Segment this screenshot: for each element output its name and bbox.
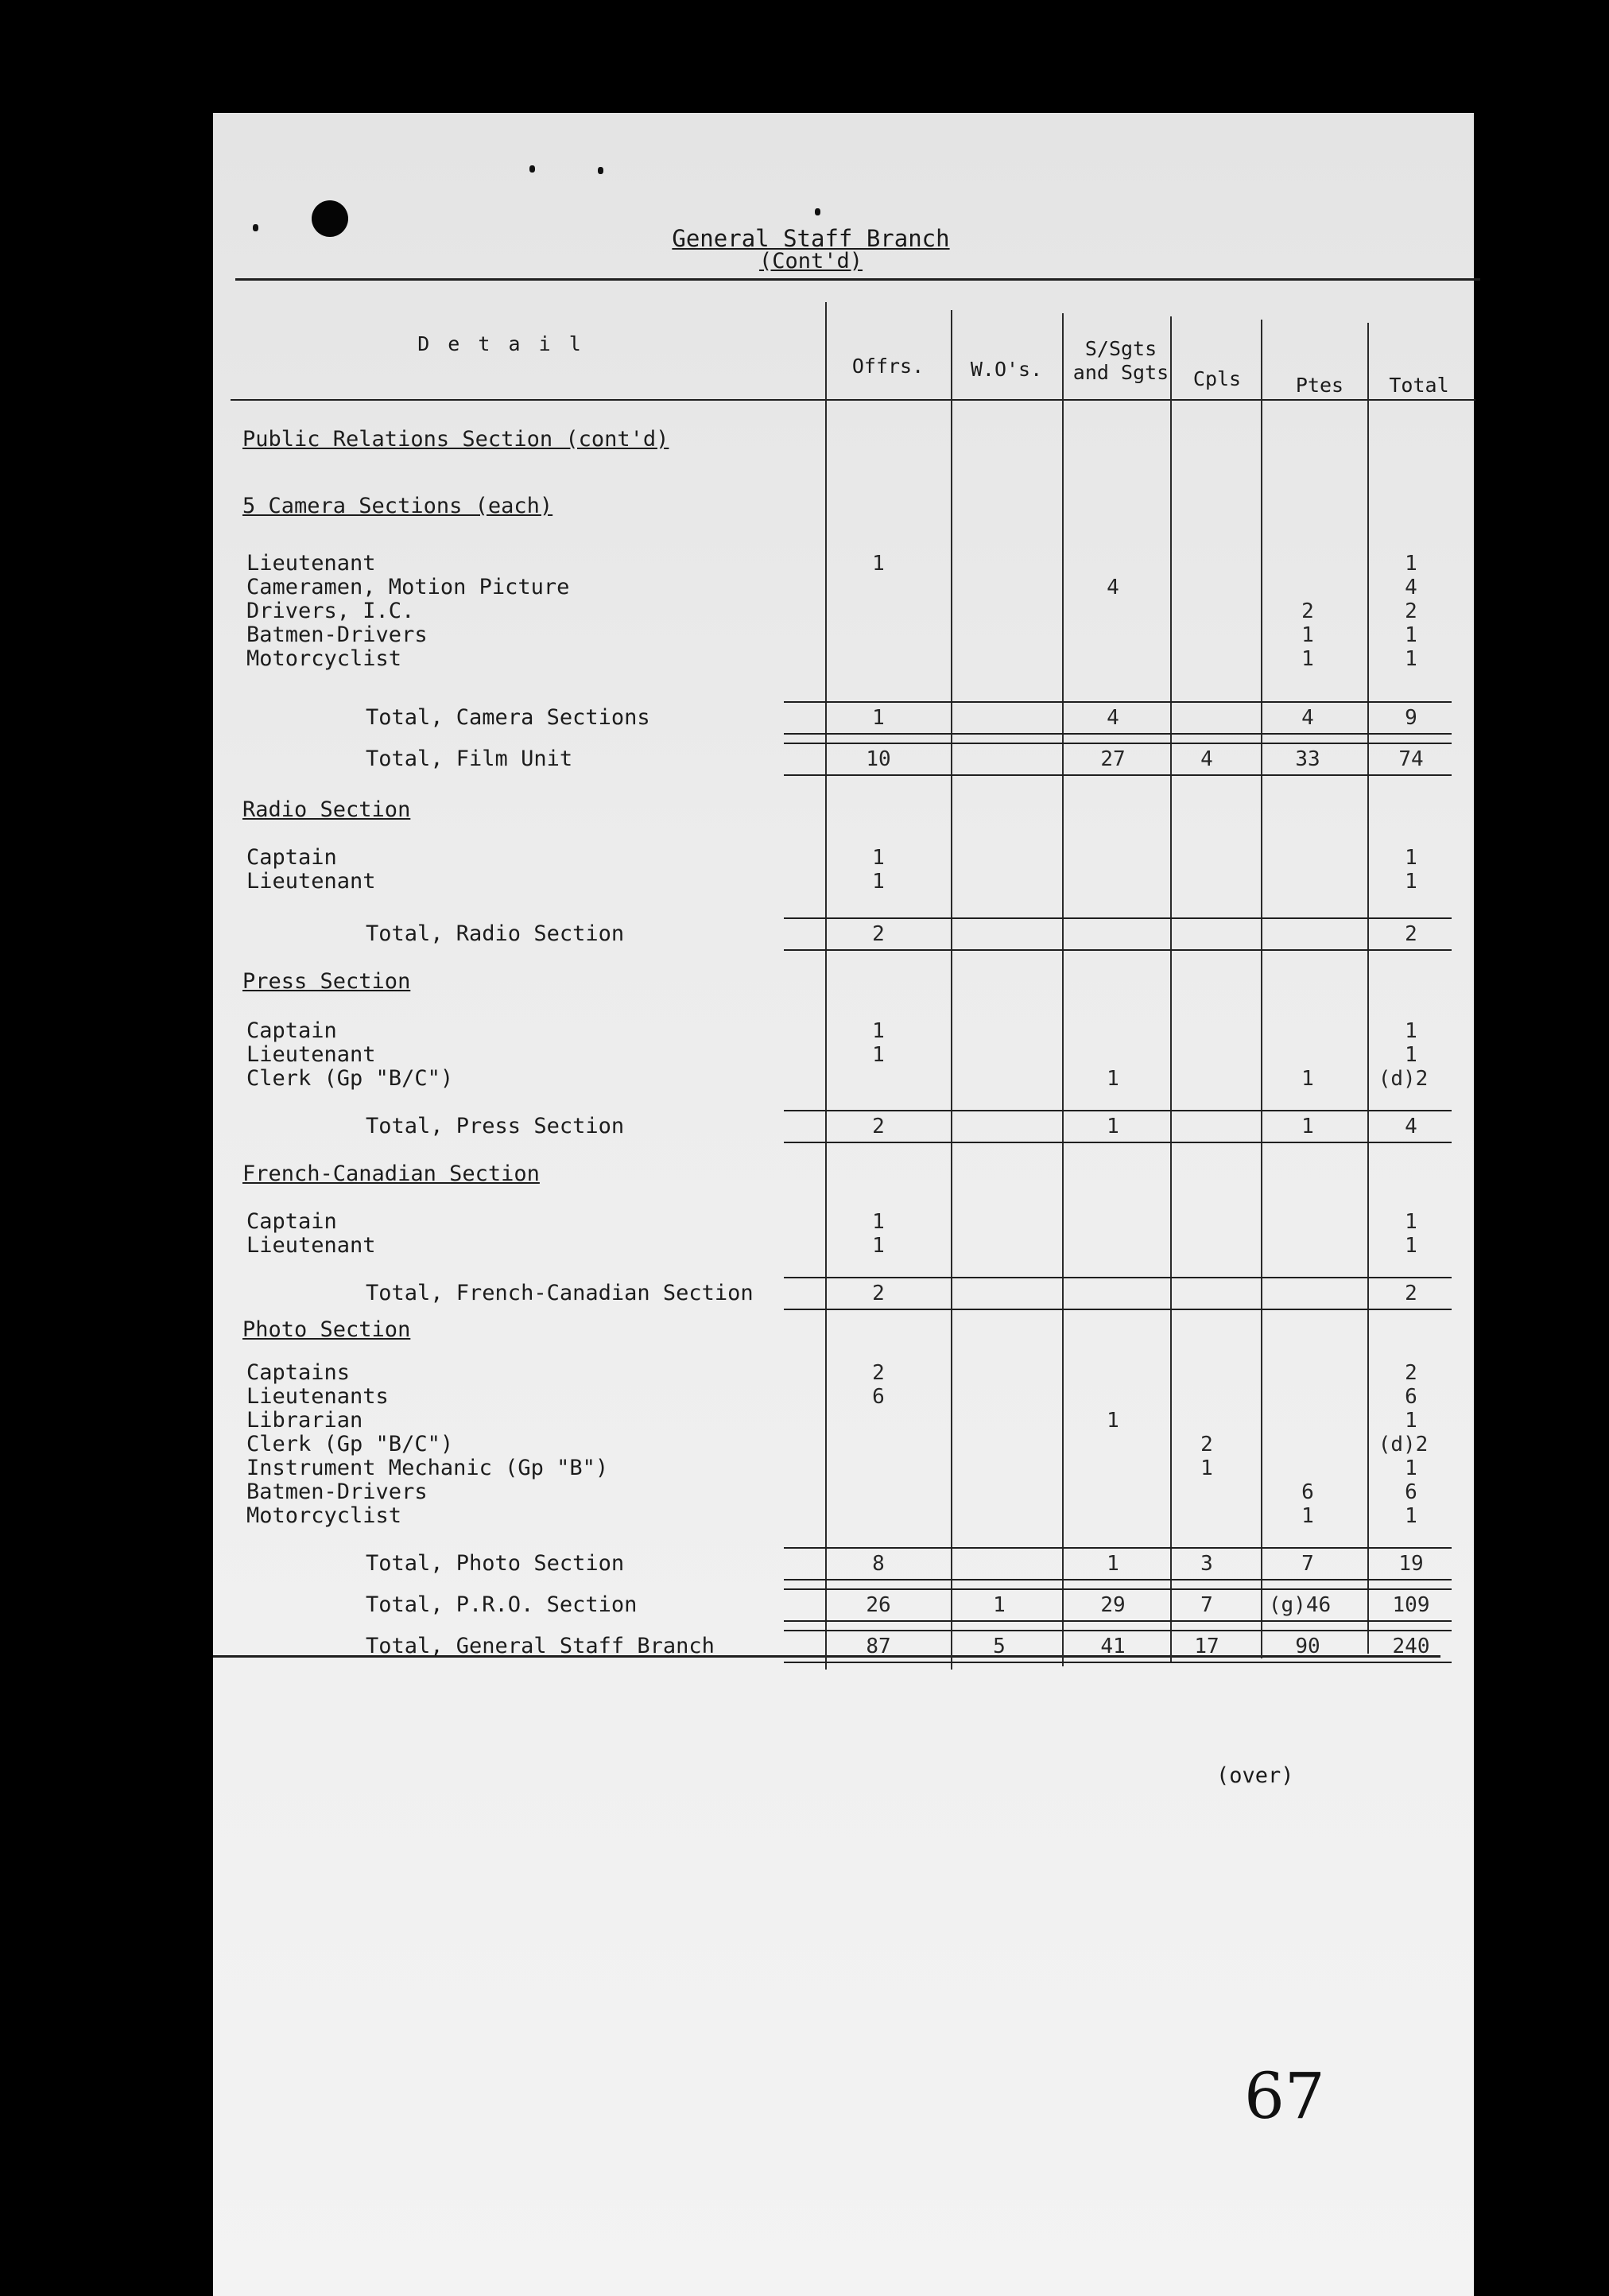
cell-ptes: 1 <box>1301 1504 1314 1528</box>
cell-total: 1 <box>1405 552 1417 576</box>
subtotal-rule <box>784 733 1452 735</box>
cell-offrs: 6 <box>872 1385 885 1409</box>
col-detail-header: D e t a i l <box>417 332 584 355</box>
cell-cpls: 3 <box>1200 1552 1213 1576</box>
column-rule <box>951 310 952 1670</box>
row-label: Captains <box>246 1360 351 1385</box>
col-sgts-header: S/Sgts and Sgts <box>1072 337 1169 384</box>
cell-ptes: 90 <box>1295 1635 1320 1658</box>
cell-offrs: 1 <box>872 846 885 870</box>
cell-offrs: 2 <box>872 1282 885 1305</box>
cell-cpls: 2 <box>1200 1433 1213 1456</box>
cell-ptes: 7 <box>1301 1552 1314 1576</box>
footer-note: (over) <box>1216 1763 1294 1788</box>
cell-ptes: 1 <box>1301 1115 1314 1138</box>
row-label: Librarian <box>246 1408 363 1433</box>
cell-total: (d)2 <box>1378 1433 1429 1456</box>
cell-ptes: 1 <box>1301 1067 1314 1091</box>
cell-total: 1 <box>1405 623 1417 647</box>
row-label: Total, Film Unit <box>366 747 573 771</box>
cell-total: 2 <box>1405 1282 1417 1305</box>
subtotal-rule <box>784 1547 1452 1549</box>
cell-ptes: 4 <box>1301 706 1314 730</box>
cell-total: 2 <box>1405 1361 1417 1385</box>
subtotal-rule <box>784 1620 1452 1622</box>
cell-total: 2 <box>1405 922 1417 946</box>
cell-total: 109 <box>1392 1593 1430 1617</box>
row-label: Total, Press Section <box>366 1114 625 1138</box>
cell-total: 1 <box>1405 1210 1417 1234</box>
row-label: Drivers, I.C. <box>246 599 415 623</box>
cell-total: 6 <box>1405 1480 1417 1504</box>
row-label: Public Relations Section (cont'd) <box>242 427 669 452</box>
cell-offrs: 2 <box>872 1115 885 1138</box>
cell-ptes: 6 <box>1301 1480 1314 1504</box>
row-label: Lieutenant <box>246 551 376 576</box>
page-number: 67 <box>1244 2059 1325 2133</box>
cell-offrs: 10 <box>866 747 891 771</box>
cell-total: 1 <box>1405 846 1417 870</box>
cell-total: 74 <box>1398 747 1424 771</box>
cell-sgts: 29 <box>1100 1593 1126 1617</box>
cell-offrs: 26 <box>866 1593 891 1617</box>
cell-total: 1 <box>1405 1019 1417 1043</box>
cell-sgts: 4 <box>1107 706 1119 730</box>
subtotal-rule <box>784 949 1452 951</box>
row-label: Lieutenants <box>246 1384 389 1409</box>
row-label: Instrument Mechanic (Gp "B") <box>246 1456 609 1480</box>
speck <box>598 167 603 174</box>
cell-ptes: 1 <box>1301 647 1314 671</box>
cell-offrs: 87 <box>866 1635 891 1658</box>
cell-offrs: 1 <box>872 870 885 894</box>
cell-sgts: 41 <box>1100 1635 1126 1658</box>
subtotal-rule <box>784 701 1452 703</box>
cell-sgts: 1 <box>1107 1115 1119 1138</box>
row-label: Batmen-Drivers <box>246 622 428 647</box>
cell-total: 1 <box>1405 1043 1417 1067</box>
row-label: Lieutenant <box>246 1042 376 1067</box>
row-label: Captain <box>246 1209 337 1234</box>
row-label: Clerk (Gp "B/C") <box>246 1066 454 1091</box>
column-rule <box>1170 316 1172 1662</box>
row-label: Captain <box>246 1018 337 1043</box>
col-total-header: Total <box>1389 374 1449 397</box>
row-label: 5 Camera Sections (each) <box>242 494 553 518</box>
cell-offrs: 1 <box>872 1043 885 1067</box>
row-label: Lieutenant <box>246 1233 376 1258</box>
cell-cpls: 17 <box>1194 1635 1219 1658</box>
subtotal-rule <box>784 917 1452 919</box>
row-label: French-Canadian Section <box>242 1162 540 1186</box>
cell-total: 1 <box>1405 1456 1417 1480</box>
row-label: Total, Radio Section <box>366 921 625 946</box>
speck <box>815 208 820 215</box>
cell-offrs: 2 <box>872 922 885 946</box>
title-block <box>636 225 986 273</box>
subtotal-rule <box>784 1309 1452 1310</box>
subtotal-rule <box>784 1110 1452 1111</box>
cell-total: (d)2 <box>1378 1067 1429 1091</box>
row-label: Cameramen, Motion Picture <box>246 575 570 599</box>
row-label: Clerk (Gp "B/C") <box>246 1432 454 1456</box>
row-label: Radio Section <box>242 797 411 822</box>
cell-total: 2 <box>1405 599 1417 623</box>
cell-cpls: 4 <box>1200 747 1213 771</box>
row-label: Press Section <box>242 969 411 994</box>
speck <box>253 224 258 231</box>
cell-total: 240 <box>1392 1635 1430 1658</box>
row-label: Total, P.R.O. Section <box>366 1592 638 1617</box>
subtotal-rule <box>784 1579 1452 1580</box>
col-cpls-header: Cpls <box>1192 367 1242 390</box>
row-label: Total, Photo Section <box>366 1551 625 1576</box>
cell-total: 9 <box>1405 706 1417 730</box>
row-label: Total, French-Canadian Section <box>366 1281 754 1305</box>
col-wos-header: W.O's. <box>970 358 1043 381</box>
column-rule <box>825 302 827 1670</box>
col-ptes-header: Ptes <box>1295 374 1344 397</box>
cell-ptes: 33 <box>1295 747 1320 771</box>
cell-total: 4 <box>1405 576 1417 599</box>
cell-offrs: 1 <box>872 1210 885 1234</box>
row-label: Total, Camera Sections <box>366 705 650 730</box>
cell-ptes: 2 <box>1301 599 1314 623</box>
cell-total: 1 <box>1405 1234 1417 1258</box>
table-top-rule <box>235 278 1480 281</box>
subtotal-rule <box>784 1277 1452 1278</box>
cell-sgts: 27 <box>1100 747 1126 771</box>
subtotal-rule <box>784 1662 1452 1663</box>
cell-ptes: 1 <box>1301 623 1314 647</box>
cell-offrs: 2 <box>872 1361 885 1385</box>
cell-sgts: 1 <box>1107 1552 1119 1576</box>
cell-sgts: 4 <box>1107 576 1119 599</box>
cell-wos: 1 <box>993 1593 1006 1617</box>
row-label: Photo Section <box>242 1317 411 1342</box>
cell-offrs: 1 <box>872 706 885 730</box>
cell-sgts: 1 <box>1107 1409 1119 1433</box>
page-subtitle: (Cont'd) <box>758 249 863 273</box>
subtotal-rule <box>784 743 1452 744</box>
punch-hole <box>312 200 348 237</box>
row-label: Captain <box>246 845 337 870</box>
cell-total: 6 <box>1405 1385 1417 1409</box>
subtotal-rule <box>784 1142 1452 1143</box>
cell-total: 4 <box>1405 1115 1417 1138</box>
cell-sgts: 1 <box>1107 1067 1119 1091</box>
cell-total: 1 <box>1405 870 1417 894</box>
cell-total: 1 <box>1405 1504 1417 1528</box>
cell-wos: 5 <box>993 1635 1006 1658</box>
row-label: Lieutenant <box>246 869 376 894</box>
cell-ptes: (g)46 <box>1268 1593 1332 1617</box>
cell-total: 1 <box>1405 1409 1417 1433</box>
cell-offrs: 1 <box>872 1019 885 1043</box>
cell-total: 19 <box>1398 1552 1424 1576</box>
cell-offrs: 8 <box>872 1552 885 1576</box>
subtotal-rule <box>784 774 1452 776</box>
cell-offrs: 1 <box>872 1234 885 1258</box>
column-rule <box>1261 320 1262 1658</box>
row-label: Motorcyclist <box>246 646 402 671</box>
header-bottom-rule <box>231 399 1475 401</box>
column-rule <box>1062 313 1064 1666</box>
cell-cpls: 7 <box>1200 1593 1213 1617</box>
cell-offrs: 1 <box>872 552 885 576</box>
cell-total: 1 <box>1405 647 1417 671</box>
subtotal-rule <box>784 1588 1452 1590</box>
cell-cpls: 1 <box>1200 1456 1213 1480</box>
subtotal-rule <box>784 1630 1452 1631</box>
row-label: Motorcyclist <box>246 1503 402 1528</box>
speck <box>529 165 535 173</box>
row-label: Total, General Staff Branch <box>366 1634 715 1658</box>
row-label: Batmen-Drivers <box>246 1480 428 1504</box>
page-title: General Staff Branch <box>672 225 950 252</box>
col-offrs-header: Offrs. <box>851 355 925 378</box>
